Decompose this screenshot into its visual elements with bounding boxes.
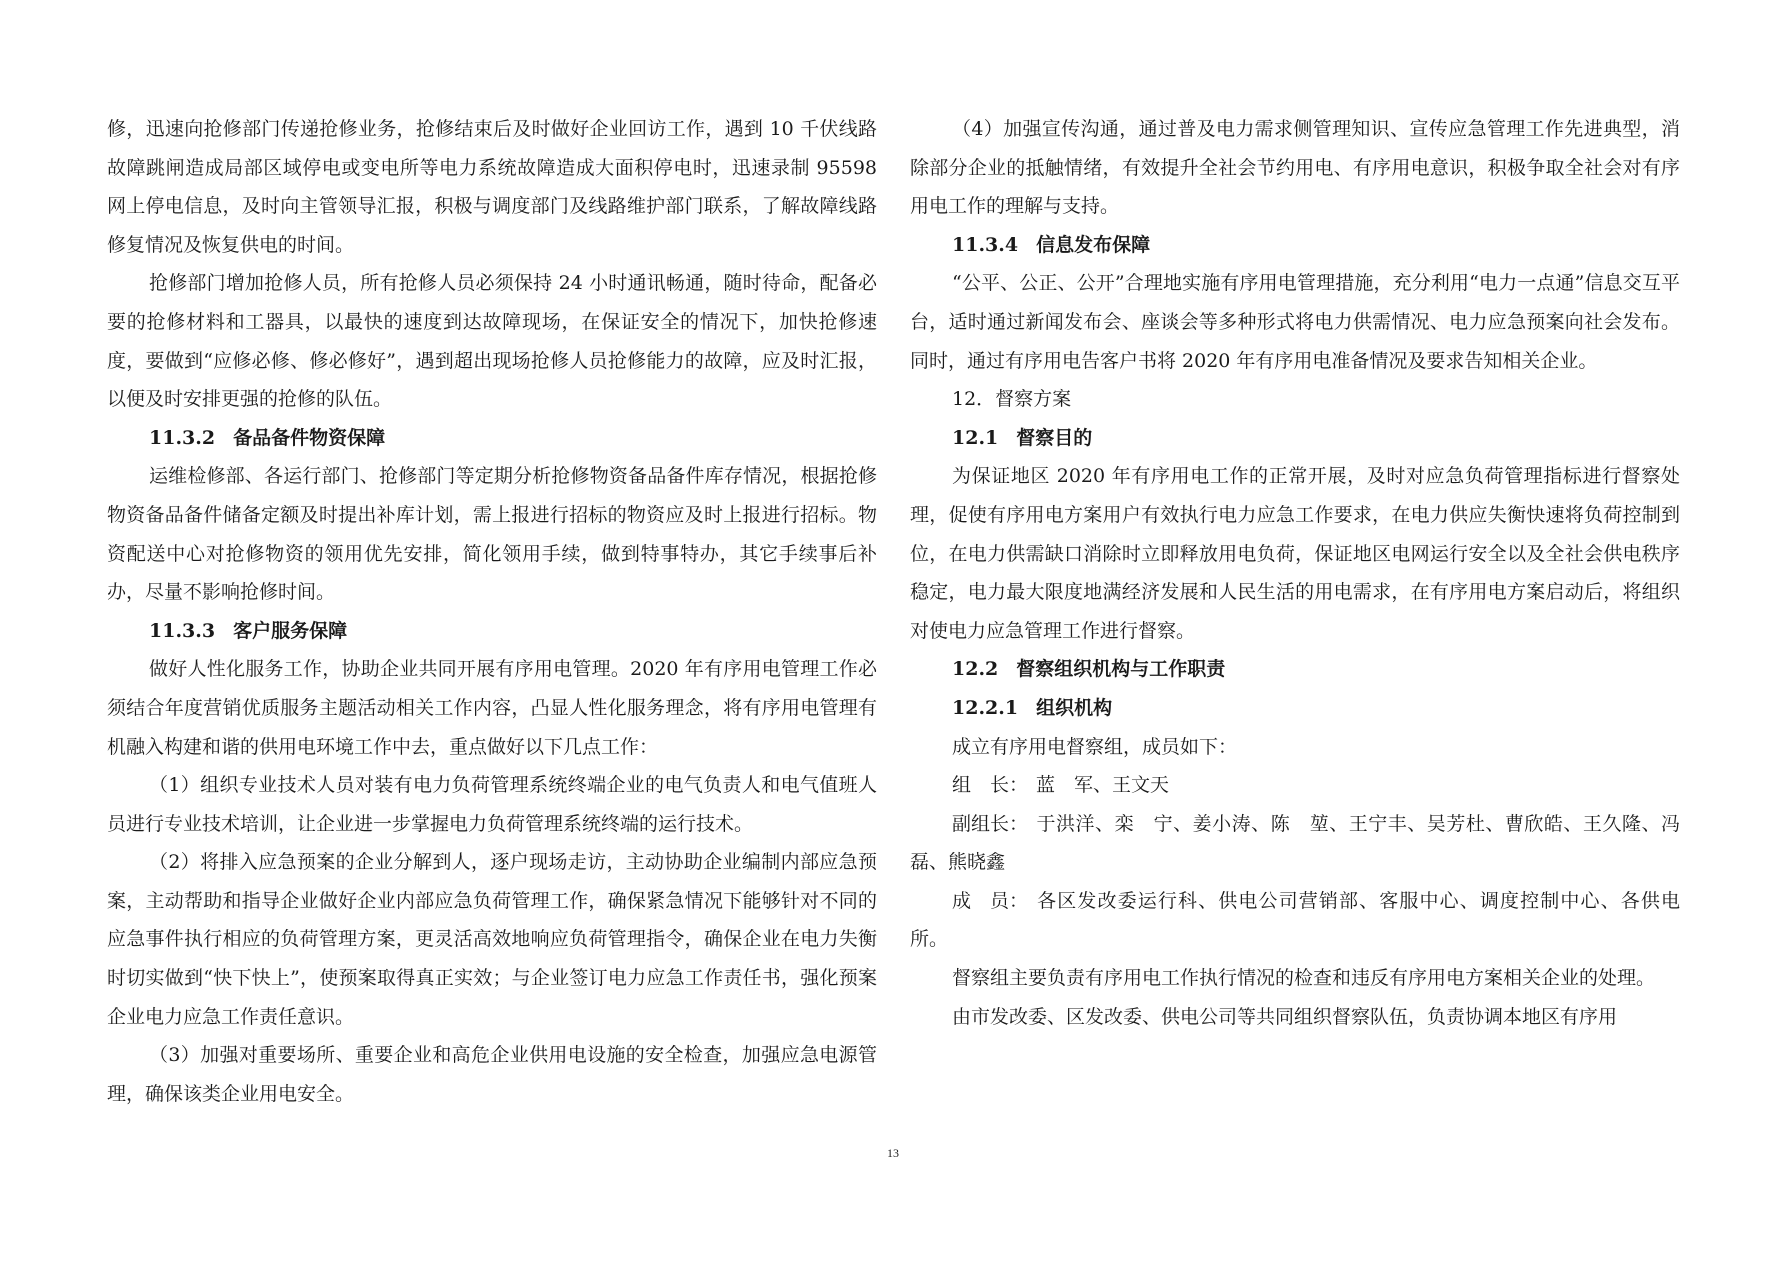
- paragraph-team: 由市发改委、区发改委、供电公司等共同组织督察队伍，负责协调本地区有序用: [952, 1005, 1618, 1028]
- heading-12-1: [910, 419, 1680, 458]
- heading-number: 11.3.3: [149, 619, 216, 642]
- member-names: 蓝 军、王文天: [1036, 774, 1170, 797]
- section-12-title: 12．督察方案: [952, 388, 1072, 411]
- heading-number: 12.2.1: [952, 696, 1019, 719]
- heading-11-3-3: [107, 612, 877, 651]
- heading-text: 督察目的: [1016, 426, 1093, 449]
- paragraph-materials: 运维检修部、各运行部门、抢修部门等定期分析抢修物资备品备件库存情况，根据抢修物资备品备件储备定额及时提出补库计划，需上报进行招标的物资应及时上报进行招标。物资配送中心对抢修物资的领用优先安排，简化领用手续，做到特事特办，其它手续事后补办，尽量不影响抢修时间。: [107, 465, 877, 604]
- list-item-2: （2）将排入应急预案的企业分解到人，逐户现场走访，主动协助企业编制内部应急预案，主动帮助和指导企业做好企业内部应急负荷管理工作，确保紧急情况下能够针对不同的应急事件执行相应的负荷管理方案，更灵活高效地响应负荷管理指令，确保企业在电力失衡时切实做到“快下快上”，使预案取得真正实效；与企业签订电力应急工作责任书，强化预案企业电力应急工作责任意识。: [107, 851, 877, 1028]
- paragraph-purpose: 为保证地区 2020 年有序用电工作的正常开展，及时对应急负荷管理指标进行督察处理，促使有序用电方案用户有效执行电力应急工作要求，在电力供应失衡快速将负荷控制到位，在电力供需缺口消除时立即释放用电负荷，保证地区电网运行安全以及全社会供电秩序稳定，电力最大限度地满经济发展和人民生活的用电需求，在有序用电方案启动后，将组织对使电力应急管理工作进行督察。: [910, 465, 1680, 642]
- paragraph-info-release: “公平、公正、公开”合理地实施有序用电管理措施，充分利用“电力一点通”信息交互平台，适时通过新闻发布会、座谈会等多种形式将电力供需情况、电力应急预案向社会发布。同时，通过有序用电告客户书将 2020 年有序用电准备情况及要求告知相关企业。: [910, 272, 1680, 372]
- heading-11-3-2: [107, 419, 877, 458]
- member-members: [910, 882, 1680, 959]
- list-item-4: （4）加强宣传沟通，通过普及电力需求侧管理知识、宣传应急管理工作先进典型，消除部分企业的抵触情绪，有效提升全社会节约用电、有序用电意识，积极争取全社会对有序用电工作的理解与支持。: [910, 118, 1680, 218]
- heading-11-3-4: [910, 226, 1680, 265]
- heading-number: 11.3.4: [952, 233, 1019, 256]
- member-role: 组 长：: [952, 774, 1029, 797]
- member-role: 副组长：: [952, 812, 1029, 835]
- heading-12-2-1: [910, 689, 1680, 728]
- member-deputy: [910, 805, 1700, 882]
- heading-number: 12.1: [952, 426, 999, 449]
- paragraph-repair-staff: 抢修部门增加抢修人员，所有抢修人员必须保持 24 小时通讯畅通，随时待命，配备必要的抢修材料和工器具，以最快的速度到达故障现场，在保证安全的情况下，加快抢修速度，要做到“应修必修、修必修好”，遇到超出现场抢修人员抢修能力的故障，应及时汇报，以便及时安排更强的抢修的队伍。: [107, 272, 877, 411]
- heading-text: 备品备件物资保障: [233, 426, 386, 449]
- paragraph-establish-group: 成立有序用电督察组，成员如下：: [952, 735, 1238, 758]
- left-column: [107, 110, 877, 1113]
- member-leader: [910, 766, 1680, 805]
- member-names: 于洪洋、栾 宁、姜小涛、陈 堃、王宁丰、吴芳杜、曹欣皓、王久隆、冯 磊、熊晓鑫: [910, 812, 1700, 874]
- member-names: 各区发改委运行科、供电公司营销部、客服中心、调度控制中心、各供电所。: [910, 889, 1680, 951]
- list-item-3: （3）加强对重要场所、重要企业和高危企业供用电设施的安全检查，加强应急电源管理，确保该类企业用电安全。: [107, 1044, 877, 1105]
- page-number: 13: [887, 1146, 899, 1160]
- heading-text: 组织机构: [1036, 696, 1113, 719]
- paragraph-duties: 督察组主要负责有序用电工作执行情况的检查和违反有序用电方案相关企业的处理。: [952, 967, 1656, 990]
- heading-number: 11.3.2: [149, 426, 216, 449]
- right-column: [910, 110, 1700, 1036]
- heading-12-2: [910, 650, 1680, 689]
- paragraph-continuation: 修，迅速向抢修部门传递抢修业务，抢修结束后及时做好企业回访工作，遇到 10 千伏线路故障跳闸造成局部区域停电或变电所等电力系统故障造成大面积停电时，迅速录制 95598 网上停电信息，及时向主管领导汇报，积极与调度部门及线路维护部门联系，了解故障线路修复情况及恢复供电的时间。: [107, 118, 877, 256]
- member-role: 成 员：: [952, 889, 1029, 912]
- heading-text: 客户服务保障: [233, 619, 348, 642]
- paragraph-customer-service: 做好人性化服务工作，协助企业共同开展有序用电管理。2020 年有序用电管理工作必须结合年度营销优质服务主题活动相关工作内容，凸显人性化服务理念，将有序用电管理有机融入构建和谐的供用电环境工作中去，重点做好以下几点工作：: [107, 658, 877, 758]
- list-item-1: （1）组织专业技术人员对装有电力负荷管理系统终端企业的电气负责人和电气值班人员进行专业技术培训，让企业进一步掌握电力负荷管理系统终端的运行技术。: [107, 774, 877, 835]
- heading-text: 信息发布保障: [1036, 233, 1151, 256]
- heading-number: 12.2: [952, 658, 999, 681]
- heading-text: 督察组织机构与工作职责: [1016, 658, 1226, 681]
